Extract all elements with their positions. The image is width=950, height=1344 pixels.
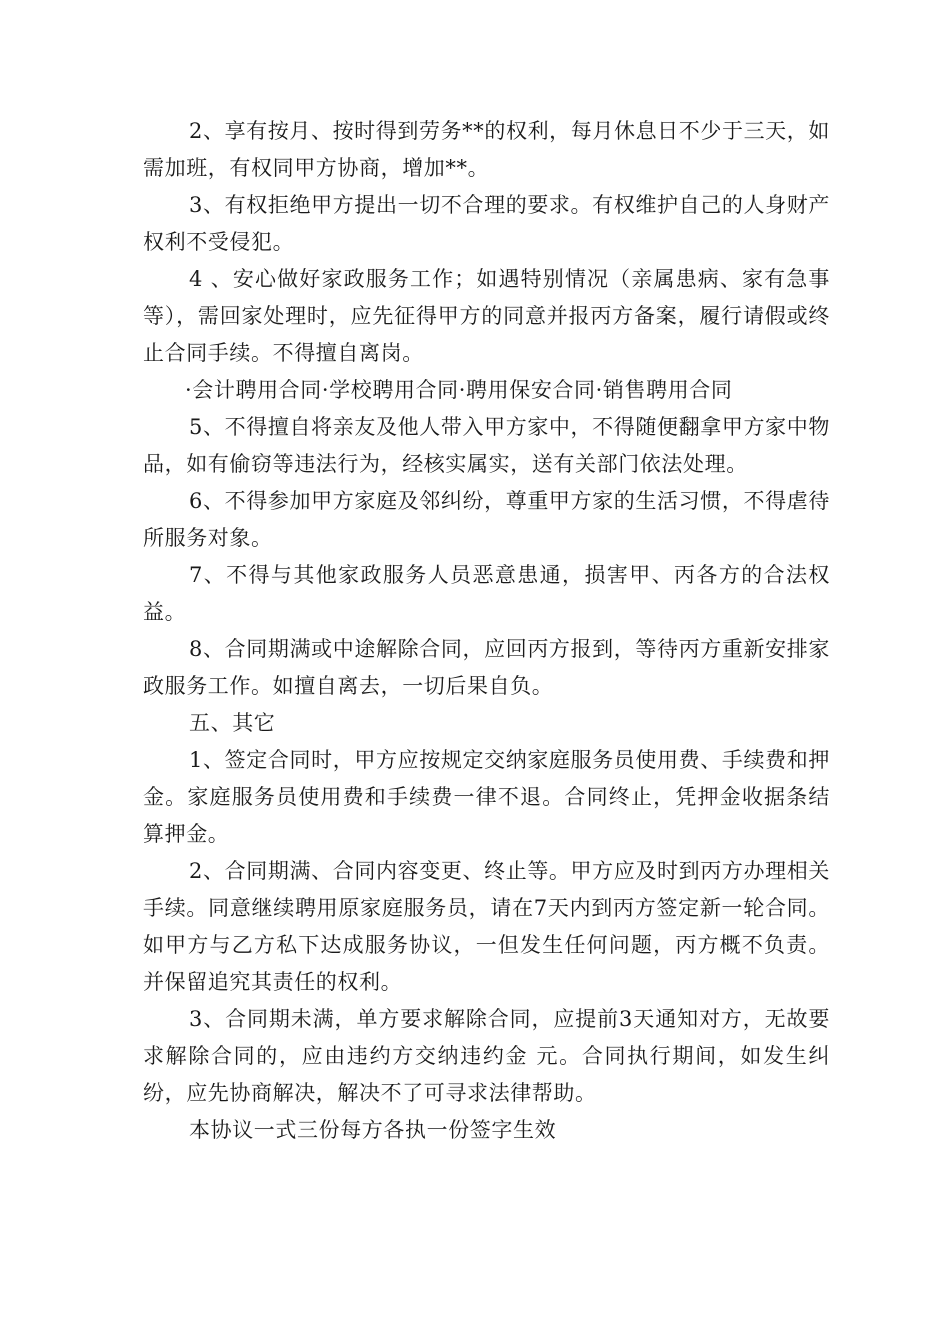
paragraph-right-3: 3、有权拒绝甲方提出一切不合理的要求。有权维护自己的人身财产权利不受侵犯。 (143, 193, 830, 254)
paragraph-other-2: 2、合同期满、合同内容变更、终止等。甲方应及时到丙方办理相关手续。同意继续聘用原家庭服务员，请在7天内到丙方签定新一轮合同。如甲方与乙方私下达成服务协议，一但发生任何问题，丙方概不负责。并保留追究其责任的权利。 (143, 859, 830, 994)
document-body (143, 113, 830, 1149)
paragraph-duty-7: 7、不得与其他家政服务人员恶意患通，损害甲、丙各方的合法权益。 (143, 563, 830, 624)
paragraph-duty-5: 5、不得擅自将亲友及他人带入甲方家中，不得随便翻拿甲方家中物品，如有偷窃等违法行为，经核实属实，送有关部门依法处理。 (143, 415, 830, 476)
paragraph-duty-4: 4 、安心做好家政服务工作；如遇特别情况（亲属患病、家有急事等），需回家处理时，应先征得甲方的同意并报丙方备案，履行请假或终止合同手续。不得擅自离岗。 (143, 267, 830, 365)
paragraph-right-2: 2、享有按月、按时得到劳务**的权利，每月休息日不少于三天，如需加班，有权同甲方协商，增加**。 (143, 119, 830, 180)
paragraph-closing: 本协议一式三份每方各执一份签字生效 (189, 1118, 557, 1142)
link-sales-contract[interactable]: ·销售聘用合同 (595, 378, 733, 402)
paragraph-duty-8: 8、合同期满或中途解除合同，应回丙方报到，等待丙方重新安排家政服务工作。如擅自离去，一切后果自负。 (143, 637, 830, 698)
paragraph-other-1: 1、签定合同时，甲方应按规定交纳家庭服务员使用费、手续费和押金。家庭服务员使用费和手续费一律不退。合同终止，凭押金收据条结算押金。 (143, 748, 830, 846)
link-accounting-contract[interactable]: ·会计聘用合同 (185, 378, 322, 402)
paragraph-other-3: 3、合同期未满，单方要求解除合同，应提前3天通知对方，无故要求解除合同的，应由违约方交纳违约金 元。合同执行期间，如发生纠纷，应先协商解决，解决不了可寻求法律帮助。 (143, 1007, 830, 1105)
paragraph-duty-6: 6、不得参加甲方家庭及邻纠纷，尊重甲方家的生活习惯，不得虐待所服务对象。 (143, 489, 830, 550)
section-heading-other: 五、其它 (189, 711, 276, 735)
link-security-contract[interactable]: ·聘用保安合同 (458, 378, 596, 402)
related-links (143, 372, 830, 409)
link-school-contract[interactable]: ·学校聘用合同 (321, 378, 459, 402)
